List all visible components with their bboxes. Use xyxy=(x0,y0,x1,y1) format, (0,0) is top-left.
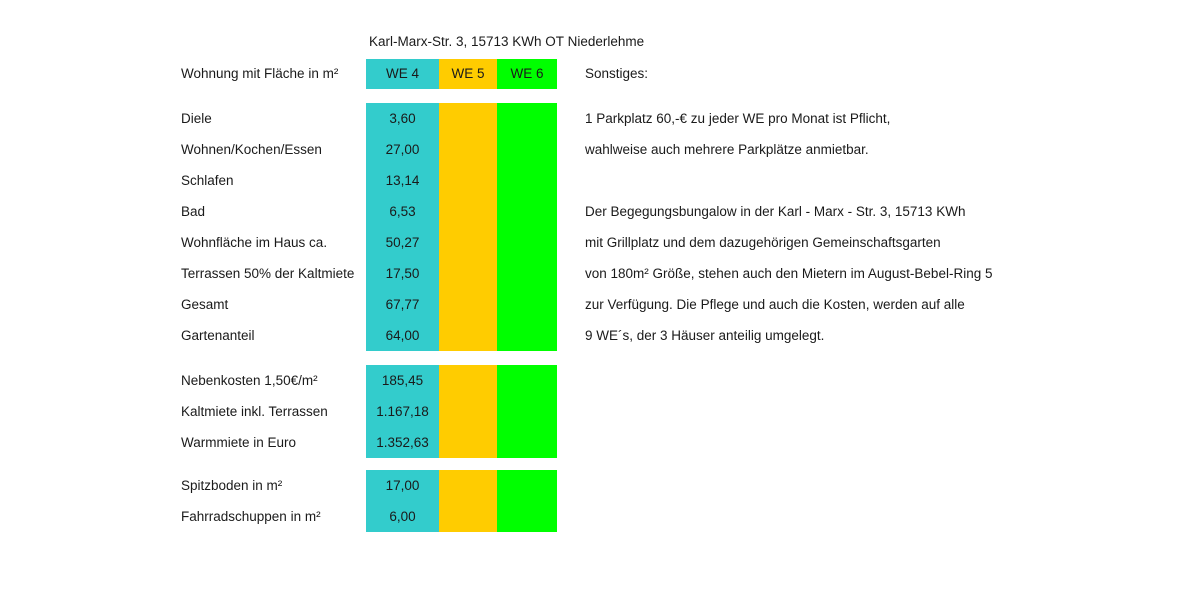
value-gartenanteil-we4: 64,00 xyxy=(385,328,420,343)
value-warmmiete-we4: 1.352,63 xyxy=(376,435,429,450)
row-label-diele: Diele xyxy=(181,111,212,126)
we4-area-block xyxy=(366,103,439,351)
note-line: Der Begegungsbungalow in der Karl - Marx - Str. 3, 15713 KWh xyxy=(585,204,966,219)
note-line: von 180m² Größe, stehen auch den Mietern im August-Bebel-Ring 5 xyxy=(585,266,993,281)
value-bad-we4: 6,53 xyxy=(389,204,416,219)
note-line: zur Verfügung. Die Pflege und auch die Kosten, werden auf alle xyxy=(585,297,965,312)
we6-extras-block xyxy=(497,470,557,532)
column-header-we4: WE 4 xyxy=(366,59,439,89)
row-label-bad: Bad xyxy=(181,204,206,219)
value-terrassen-we4: 17,50 xyxy=(385,266,420,281)
value-fahrradschuppen-we4: 6,00 xyxy=(389,509,416,524)
we6-cost-block xyxy=(497,365,557,458)
column-header-we5: WE 5 xyxy=(439,59,497,89)
row-label-gartenanteil: Gartenanteil xyxy=(181,328,255,343)
row-label-wohnflaeche: Wohnfläche im Haus ca. xyxy=(181,235,328,250)
value-wohnen-we4: 27,00 xyxy=(385,142,420,157)
value-nebenkosten-we4: 185,45 xyxy=(381,373,424,388)
note-line: 9 WE´s, der 3 Häuser anteilig umgelegt. xyxy=(585,328,825,343)
note-line: 1 Parkplatz 60,-€ zu jeder WE pro Monat ist Pflicht, xyxy=(585,111,891,126)
value-gesamt-we4: 67,77 xyxy=(385,297,420,312)
row-label-spitzboden: Spitzboden in m² xyxy=(181,478,283,493)
we6-area-block xyxy=(497,103,557,351)
note-line: mit Grillplatz und dem dazugehörigen Gemeinschaftsgarten xyxy=(585,235,941,250)
row-label-fahrradschuppen: Fahrradschuppen in m² xyxy=(181,509,321,524)
header-label: Wohnung mit Fläche in m² xyxy=(181,66,339,81)
sonstiges-heading: Sonstiges: xyxy=(585,66,649,81)
value-diele-we4: 3,60 xyxy=(389,111,416,126)
row-label-nebenkosten: Nebenkosten 1,50€/m² xyxy=(181,373,318,388)
note-line: wahlweise auch mehrere Parkplätze anmietbar. xyxy=(585,142,869,157)
value-wohnflaeche-we4: 50,27 xyxy=(385,235,420,250)
row-label-schlafen: Schlafen xyxy=(181,173,234,188)
we5-cost-block xyxy=(439,365,497,458)
value-schlafen-we4: 13,14 xyxy=(385,173,420,188)
page-title: Karl-Marx-Str. 3, 15713 KWh OT Niederlehme xyxy=(369,34,645,49)
we5-extras-block xyxy=(439,470,497,532)
row-label-wohnen: Wohnen/Kochen/Essen xyxy=(181,142,322,157)
value-spitzboden-we4: 17,00 xyxy=(385,478,420,493)
row-label-terrassen: Terrassen 50% der Kaltmiete xyxy=(181,266,355,281)
column-header-we6: WE 6 xyxy=(497,59,557,89)
row-label-gesamt: Gesamt xyxy=(181,297,229,312)
row-label-kaltmiete: Kaltmiete inkl. Terrassen xyxy=(181,404,328,419)
we5-area-block xyxy=(439,103,497,351)
value-kaltmiete-we4: 1.167,18 xyxy=(376,404,429,419)
row-label-warmmiete: Warmmiete in Euro xyxy=(181,435,297,450)
